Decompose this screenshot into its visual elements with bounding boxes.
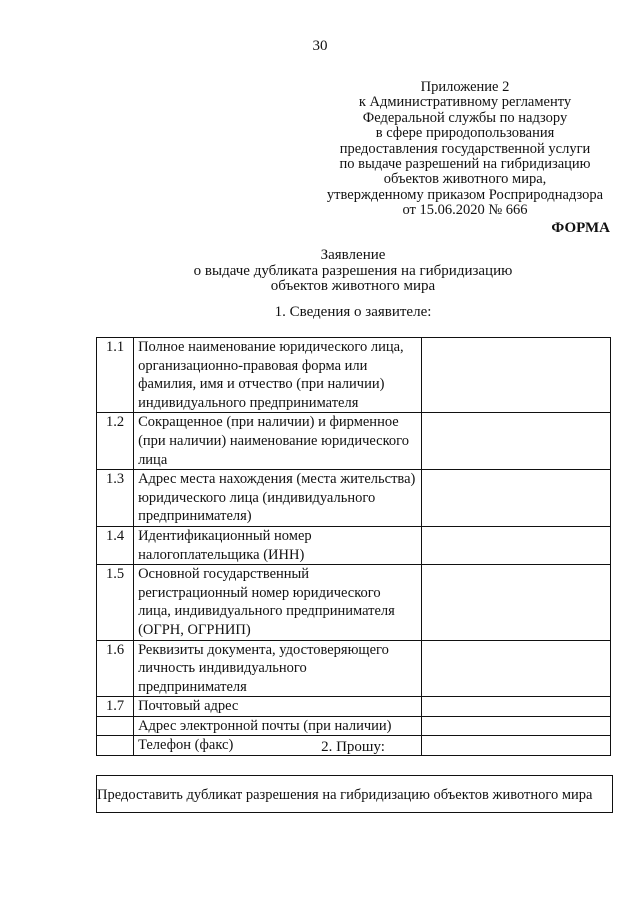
row-value-field[interactable] (421, 526, 610, 564)
row-value-field[interactable] (421, 697, 610, 717)
row-value-field[interactable] (421, 640, 610, 697)
title-line: Заявление (320, 247, 386, 263)
appendix-line: предоставления государственной услуги (339, 140, 591, 157)
appendix-line: к Административному регламенту (358, 94, 572, 111)
table-row (97, 716, 611, 736)
row-label: Адрес электронной почты (при наличии) (134, 716, 422, 736)
row-number: 1.4 (97, 526, 134, 564)
table-row (97, 338, 611, 413)
applicant-info-table (96, 337, 611, 756)
request-text-box: Предоставить дубликат разрешения на гибридизацию объектов животного мира (96, 775, 613, 813)
row-label: Телефон (факс) (134, 736, 422, 756)
table-row (97, 565, 611, 640)
row-number: 1.1 (97, 338, 134, 413)
row-number: 1.6 (97, 640, 134, 697)
row-label: Полное наименование юридического лица, организационно-правовая форма или фамилия, имя и отчество (при наличии) индивидуального предпринимателя (134, 338, 422, 413)
row-value-field[interactable] (421, 338, 610, 413)
table-row (97, 640, 611, 697)
row-number: 1.5 (97, 565, 134, 640)
row-label: Идентификационный номер налогоплательщика (ИНН) (134, 526, 422, 564)
page-number: 30 (312, 38, 328, 54)
row-value-field[interactable] (421, 565, 610, 640)
row-value-field[interactable] (421, 716, 610, 736)
row-number: 1.2 (97, 413, 134, 470)
row-number (97, 716, 134, 736)
appendix-line: по выдаче разрешений на гибридизацию (339, 156, 591, 173)
row-label: Почтовый адрес (134, 697, 422, 717)
row-label: Реквизиты документа, удостоверяющего личность индивидуального предпринимателя (134, 640, 422, 697)
section2-heading: 2. Прошу: (321, 739, 385, 755)
row-number: 1.7 (97, 697, 134, 717)
row-label: Сокращенное (при наличии) и фирменное (при наличии) наименование юридического лица (134, 413, 422, 470)
appendix-line: Федеральной службы по надзору (362, 109, 568, 126)
appendix-line: объектов животного мира, (383, 171, 547, 188)
table-row (97, 413, 611, 470)
row-number: 1.3 (97, 470, 134, 527)
appendix-line: от 15.06.2020 № 666 (402, 202, 528, 219)
row-label: Основной государственный регистрационный номер юридического лица, индивидуального предпринимателя (ОГРН, ОГРНИП) (134, 565, 422, 640)
row-value-field[interactable] (421, 413, 610, 470)
form-label: ФОРМА (551, 220, 610, 236)
title-line: о выдаче дубликата разрешения на гибридизацию (193, 262, 513, 279)
title-line: объектов животного мира (270, 278, 436, 294)
row-value-field[interactable] (421, 470, 610, 527)
appendix-line: в сфере природопользования (375, 125, 555, 142)
table-row (97, 697, 611, 717)
section1-heading: 1. Сведения о заявителе: (274, 304, 432, 320)
document-title (0, 248, 640, 295)
row-label: Адрес места нахождения (места жительства) юридического лица (индивидуального предпринимателя) (134, 470, 422, 527)
appendix-line: утвержденному приказом Росприроднадзора (326, 186, 604, 203)
table-row (97, 470, 611, 527)
table-row (97, 526, 611, 564)
appendix-line: Приложение 2 (420, 79, 510, 95)
appendix-block (300, 80, 630, 219)
